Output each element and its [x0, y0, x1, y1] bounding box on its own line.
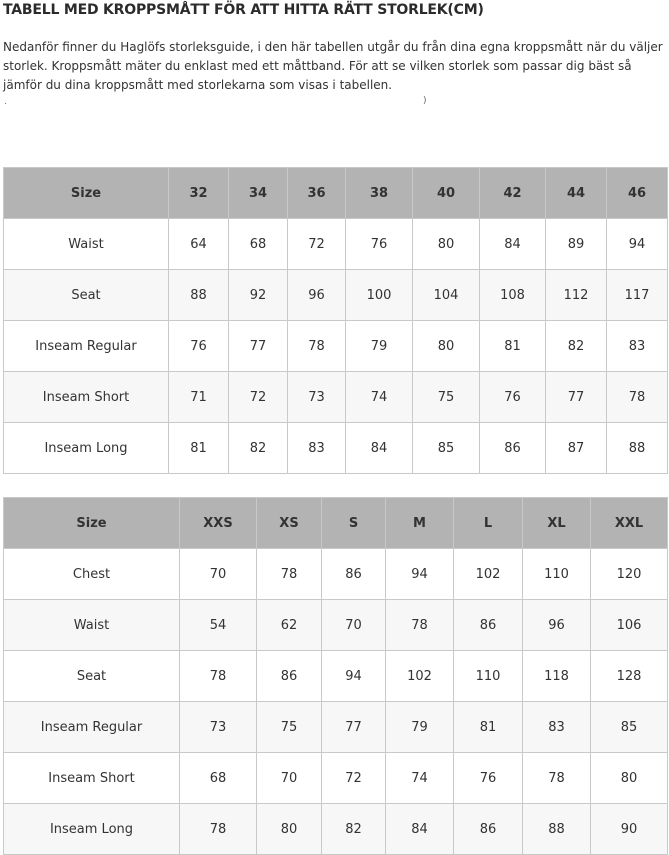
table-header-row: [4, 168, 668, 219]
header-size-xl: XL: [523, 498, 591, 549]
table-cell: 78: [257, 549, 322, 600]
table-row: [4, 219, 668, 270]
table-cell: 78: [386, 600, 454, 651]
table-cell: 110: [454, 651, 523, 702]
table-cell: 81: [454, 702, 523, 753]
table-cell: 83: [288, 423, 346, 474]
row-label: Waist: [4, 600, 180, 651]
table-cell: 120: [591, 549, 668, 600]
table-cell: 88: [607, 423, 668, 474]
header-size-s: S: [322, 498, 386, 549]
table-cell: 78: [523, 753, 591, 804]
table-cell: 128: [591, 651, 668, 702]
table-cell: 82: [229, 423, 288, 474]
table-cell: 68: [229, 219, 288, 270]
row-label: Waist: [4, 219, 169, 270]
row-label: Inseam Short: [4, 372, 169, 423]
stray-mark-dot: .: [4, 97, 7, 107]
row-label: Inseam Short: [4, 753, 180, 804]
page-title: TABELL MED KROPPSMÅTT FÖR ATT HITTA RÄTT STORLEK(CM): [3, 2, 484, 18]
table-cell: 96: [288, 270, 346, 321]
row-label: Inseam Regular: [4, 321, 169, 372]
header-size-44: 44: [546, 168, 607, 219]
header-size-xxs: XXS: [180, 498, 257, 549]
table-cell: 90: [591, 804, 668, 855]
table-cell: 78: [288, 321, 346, 372]
table-cell: 76: [454, 753, 523, 804]
table-cell: 81: [169, 423, 229, 474]
table-cell: 83: [607, 321, 668, 372]
header-size-32: 32: [169, 168, 229, 219]
row-label: Inseam Long: [4, 804, 180, 855]
table-cell: 74: [386, 753, 454, 804]
table-cell: 84: [480, 219, 546, 270]
table-cell: 76: [346, 219, 413, 270]
letter-size-table: [3, 497, 668, 855]
header-size-36: 36: [288, 168, 346, 219]
table-cell: 80: [257, 804, 322, 855]
table-cell: 78: [180, 804, 257, 855]
table-cell: 86: [480, 423, 546, 474]
table-cell: 71: [169, 372, 229, 423]
table-header-row: [4, 498, 668, 549]
table-cell: 80: [591, 753, 668, 804]
table-row: [4, 270, 668, 321]
table-row: [4, 804, 668, 855]
table-cell: 118: [523, 651, 591, 702]
row-label: Seat: [4, 270, 169, 321]
table-cell: 74: [346, 372, 413, 423]
table-cell: 88: [523, 804, 591, 855]
table-cell: 84: [386, 804, 454, 855]
intro-paragraph: Nedanför finner du Haglöfs storleksguide, i den här tabellen utgår du från dina egna kroppsmått när du väljer storlek. Kroppsmått mäter du enklast med ett måttband. För att se vilken storlek som passar dig bäst så jämför du dina kroppsmått med storlekarna som visas i tabellen.: [3, 40, 663, 92]
table-cell: 83: [523, 702, 591, 753]
table-cell: 62: [257, 600, 322, 651]
table-cell: 70: [180, 549, 257, 600]
header-size-l: L: [454, 498, 523, 549]
table-cell: 70: [322, 600, 386, 651]
table-cell: 94: [386, 549, 454, 600]
table-row: [4, 549, 668, 600]
table-cell: 102: [386, 651, 454, 702]
table-cell: 80: [413, 219, 480, 270]
table-cell: 100: [346, 270, 413, 321]
numeric-size-table: [3, 167, 668, 474]
table-cell: 104: [413, 270, 480, 321]
table-cell: 86: [257, 651, 322, 702]
table-row: [4, 423, 668, 474]
table-cell: 76: [480, 372, 546, 423]
header-size-40: 40: [413, 168, 480, 219]
table-cell: 117: [607, 270, 668, 321]
table-cell: 79: [386, 702, 454, 753]
table-cell: 79: [346, 321, 413, 372]
table-body: [4, 219, 668, 474]
table-cell: 73: [180, 702, 257, 753]
table-cell: 94: [607, 219, 668, 270]
table-row: [4, 651, 668, 702]
table-row: [4, 600, 668, 651]
table-cell: 73: [288, 372, 346, 423]
header-size-xs: XS: [257, 498, 322, 549]
header-size-xxl: XXL: [591, 498, 668, 549]
table-cell: 106: [591, 600, 668, 651]
header-size-42: 42: [480, 168, 546, 219]
table-cell: 77: [322, 702, 386, 753]
header-size-m: M: [386, 498, 454, 549]
table-cell: 82: [322, 804, 386, 855]
table-cell: 54: [180, 600, 257, 651]
table-row: [4, 702, 668, 753]
table-cell: 110: [523, 549, 591, 600]
table-cell: 86: [454, 600, 523, 651]
table-cell: 85: [591, 702, 668, 753]
table-cell: 72: [229, 372, 288, 423]
header-size-34: 34: [229, 168, 288, 219]
table-row: [4, 372, 668, 423]
header-size-label: Size: [4, 168, 169, 219]
table-row: [4, 753, 668, 804]
table-cell: 87: [546, 423, 607, 474]
table-cell: 84: [346, 423, 413, 474]
table-cell: 86: [454, 804, 523, 855]
header-size-46: 46: [607, 168, 668, 219]
row-label: Seat: [4, 651, 180, 702]
table-cell: 112: [546, 270, 607, 321]
header-size-38: 38: [346, 168, 413, 219]
header-size-label: Size: [4, 498, 180, 549]
table-body: [4, 549, 668, 855]
table-cell: 80: [413, 321, 480, 372]
table-cell: 88: [169, 270, 229, 321]
stray-mark-paren: ): [423, 96, 427, 106]
table-cell: 72: [322, 753, 386, 804]
table-cell: 85: [413, 423, 480, 474]
table-cell: 78: [180, 651, 257, 702]
table-cell: 102: [454, 549, 523, 600]
table-cell: 108: [480, 270, 546, 321]
table-cell: 86: [322, 549, 386, 600]
table-cell: 82: [546, 321, 607, 372]
table-cell: 75: [257, 702, 322, 753]
table-cell: 68: [180, 753, 257, 804]
table-row: [4, 321, 668, 372]
table-cell: 94: [322, 651, 386, 702]
table-cell: 92: [229, 270, 288, 321]
table-cell: 77: [229, 321, 288, 372]
table-cell: 89: [546, 219, 607, 270]
table-cell: 96: [523, 600, 591, 651]
row-label: Inseam Long: [4, 423, 169, 474]
table-cell: 77: [546, 372, 607, 423]
row-label: Inseam Regular: [4, 702, 180, 753]
table-cell: 81: [480, 321, 546, 372]
table-cell: 70: [257, 753, 322, 804]
table-cell: 78: [607, 372, 668, 423]
table-cell: 64: [169, 219, 229, 270]
table-cell: 76: [169, 321, 229, 372]
table-cell: 75: [413, 372, 480, 423]
table-cell: 72: [288, 219, 346, 270]
row-label: Chest: [4, 549, 180, 600]
